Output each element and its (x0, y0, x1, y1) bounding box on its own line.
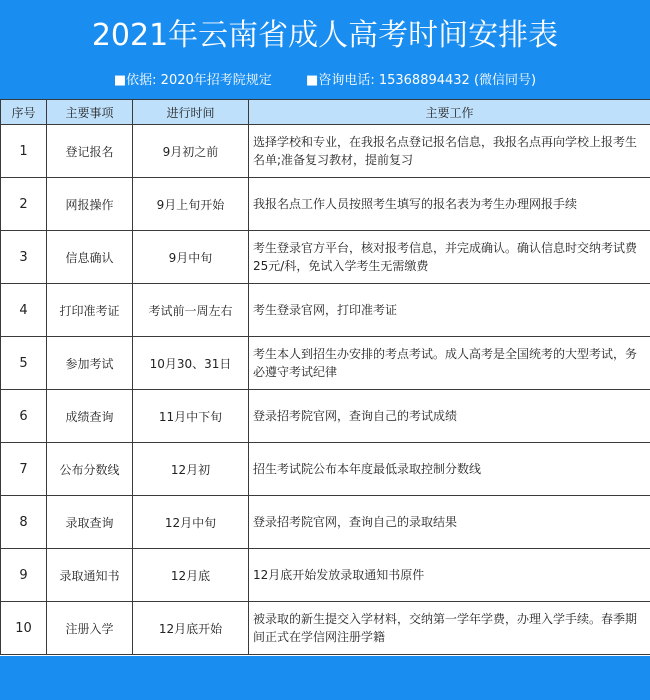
schedule-table (0, 99, 650, 655)
row-time: 11月中下旬 (133, 390, 249, 443)
row-time: 12月底 (133, 549, 249, 602)
row-item: 登记报名 (47, 125, 133, 178)
table-row (1, 602, 650, 655)
header-item: 主要事项 (47, 100, 133, 125)
table-row (1, 178, 650, 231)
row-item: 网报操作 (47, 178, 133, 231)
row-no: 1 (1, 125, 47, 178)
row-time: 12月初 (133, 443, 249, 496)
row-time: 12月底开始 (133, 602, 249, 655)
row-work: 选择学校和专业，在我报名点登记报名信息，我报名点再向学校上报考生名单;准备复习教材，提前复习 (249, 125, 650, 178)
row-no: 9 (1, 549, 47, 602)
row-work: 考生本人到招生办安排的考点考试。成人高考是全国统考的大型考试，务必遵守考试纪律 (249, 337, 650, 390)
row-work: 我报名点工作人员按照考生填写的报名表为考生办理网报手续 (249, 178, 650, 231)
row-time: 9月初之前 (133, 125, 249, 178)
schedule-table-container (0, 99, 650, 656)
row-no: 5 (1, 337, 47, 390)
row-item: 注册入学 (47, 602, 133, 655)
table-row (1, 443, 650, 496)
row-no: 4 (1, 284, 47, 337)
header-work: 主要工作 (249, 100, 650, 125)
header-no: 序号 (1, 100, 47, 125)
row-item: 信息确认 (47, 231, 133, 284)
row-item: 公布分数线 (47, 443, 133, 496)
row-time: 9月中旬 (133, 231, 249, 284)
table-header-row (1, 100, 650, 125)
row-item: 录取查询 (47, 496, 133, 549)
row-no: 8 (1, 496, 47, 549)
row-item: 录取通知书 (47, 549, 133, 602)
table-row (1, 549, 650, 602)
row-time: 9月上旬开始 (133, 178, 249, 231)
row-no: 7 (1, 443, 47, 496)
row-time: 12月中旬 (133, 496, 249, 549)
basis-text: ■依据: 2020年招考院规定 (113, 73, 272, 88)
row-item: 参加考试 (47, 337, 133, 390)
row-work: 招生考试院公布本年度最低录取控制分数线 (249, 443, 650, 496)
table-row (1, 231, 650, 284)
row-work: 登录招考院官网，查询自己的考试成绩 (249, 390, 650, 443)
row-work: 考生登录官网，打印准考证 (249, 284, 650, 337)
header-time: 进行时间 (133, 100, 249, 125)
table-row (1, 125, 650, 178)
row-time: 10月30、31日 (133, 337, 249, 390)
row-work: 考生登录官方平台，核对报考信息，并完成确认。确认信息时交纳考试费25元/科，免试入学考生无需缴费 (249, 231, 650, 284)
row-item: 打印准考证 (47, 284, 133, 337)
table-row (1, 284, 650, 337)
table-row (1, 496, 650, 549)
row-no: 10 (1, 602, 47, 655)
row-no: 3 (1, 231, 47, 284)
row-time: 考试前一周左右 (133, 284, 249, 337)
row-no: 2 (1, 178, 47, 231)
contact-text: ■咨询电话: 15368894432 (微信同号) (306, 73, 537, 88)
row-item: 成绩查询 (47, 390, 133, 443)
page-title: 2021年云南省成人高考时间安排表 (91, 18, 559, 53)
row-work: 被录取的新生提交入学材料，交纳第一学年学费，办理入学手续。春季期间正式在学信网注册学籍 (249, 602, 650, 655)
row-work: 12月底开始发放录取通知书原件 (249, 549, 650, 602)
row-work: 登录招考院官网，查询自己的录取结果 (249, 496, 650, 549)
info-line (0, 72, 650, 90)
row-no: 6 (1, 390, 47, 443)
table-row (1, 337, 650, 390)
table-row (1, 390, 650, 443)
page-header (0, 0, 650, 100)
